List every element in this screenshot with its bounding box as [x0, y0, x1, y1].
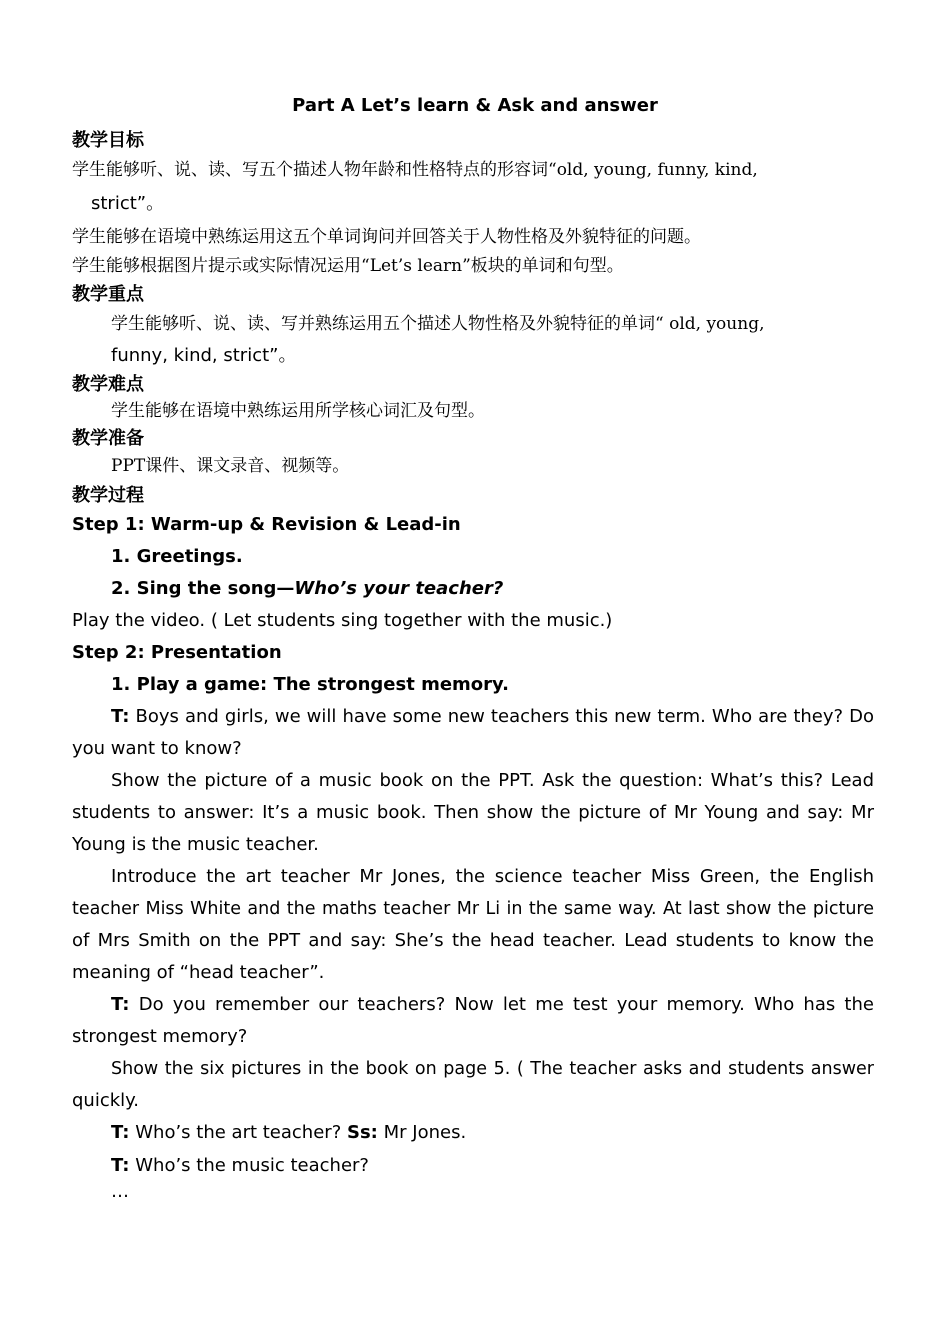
- objectives-heading: 教学目标: [72, 130, 144, 151]
- students-label: Ss:: [346, 1122, 378, 1143]
- objective-3: 学生能够根据图片提示或实际情况运用“Let’s learn”板块的单词和句型。: [72, 256, 624, 276]
- page-title: Part A Let’s learn & Ask and answer: [292, 95, 658, 116]
- p2-line-3: of Mrs Smith on the PPT and say: She’s the head teacher. Lead students to know the: [72, 930, 874, 951]
- p1-line-3: Young is the music teacher.: [72, 834, 319, 855]
- key-points-line-1: 学生能够听、说、读、写并熟练运用五个描述人物性格及外貌特征的单词“ old, young,: [111, 314, 765, 334]
- key-points-heading: 教学重点: [72, 284, 144, 305]
- step-1-video: Play the video. ( Let students sing together with the music.): [72, 610, 613, 631]
- preparation-text: PPT课件、课文录音、视频等。: [111, 456, 350, 476]
- p1-line-2: students to answer: It’s a music book. Then show the picture of Mr Young and say: Mr: [72, 802, 874, 823]
- t2-line-2: strongest memory?: [72, 1026, 248, 1047]
- step-1-item-1: 1. Greetings.: [111, 546, 243, 567]
- step-1-heading: Step 1: Warm-up & Revision & Lead-in: [72, 514, 461, 535]
- difficulties-heading: 教学难点: [72, 374, 144, 395]
- question-2: Who’s the music teacher?: [135, 1155, 369, 1176]
- difficulties-text: 学生能够在语境中熟练运用所学核心词汇及句型。: [111, 401, 485, 421]
- process-heading: 教学过程: [72, 485, 144, 506]
- t2-line-1: [111, 993, 874, 1017]
- step-1-item-2-prefix: 2. Sing the song—: [111, 578, 295, 599]
- dialog-line-2: [111, 1154, 874, 1178]
- p3-line-1: Show the six pictures in the book on page 5. ( The teacher asks and students answer: [111, 1059, 874, 1079]
- teacher-label: T:: [111, 1155, 130, 1176]
- t2-line-1-text: Do you remember our teachers? Now let me test your memory. Who has the: [138, 994, 874, 1015]
- t1-line-2: you want to know?: [72, 738, 242, 759]
- teacher-label: T:: [111, 706, 130, 727]
- teacher-label: T:: [111, 1122, 130, 1143]
- step-2-item-1: 1. Play a game: The strongest memory.: [111, 674, 509, 695]
- p1-line-1: Show the picture of a music book on the PPT. Ask the question: What’s this? Lead: [111, 770, 874, 791]
- p2-line-4: meaning of “head teacher”.: [72, 962, 325, 983]
- t1-line-1-text: Boys and girls, we will have some new teachers this new term. Who are they? Do: [135, 706, 874, 727]
- question-1: Who’s the art teacher?: [135, 1122, 342, 1143]
- step-2-heading: Step 2: Presentation: [72, 642, 282, 663]
- ellipsis: …: [111, 1181, 129, 1202]
- song-title: Who’s your teacher?: [294, 578, 504, 599]
- preparation-heading: 教学准备: [72, 428, 144, 449]
- teacher-label: T:: [111, 994, 130, 1015]
- p2-line-2: teacher Miss White and the maths teacher Mr Li in the same way. At last show the picture: [72, 899, 874, 919]
- key-points-line-2: funny, kind, strict”。: [111, 345, 297, 366]
- objective-1-line-1: 学生能够听、说、读、写五个描述人物年龄和性格特点的形容词“old, young, funny, kind,: [72, 160, 758, 180]
- objective-2: 学生能够在语境中熟练运用这五个单词询问并回答关于人物性格及外貌特征的问题。: [72, 227, 701, 247]
- t1-line-1: [111, 705, 874, 729]
- p3-line-2: quickly.: [72, 1090, 139, 1111]
- answer-1: Mr Jones.: [383, 1122, 467, 1143]
- dialog-line-1: [111, 1121, 874, 1145]
- objective-1-line-2: strict”。: [91, 193, 165, 214]
- p2-line-1: Introduce the art teacher Mr Jones, the science teacher Miss Green, the English: [111, 866, 874, 887]
- step-1-item-2: [111, 577, 874, 601]
